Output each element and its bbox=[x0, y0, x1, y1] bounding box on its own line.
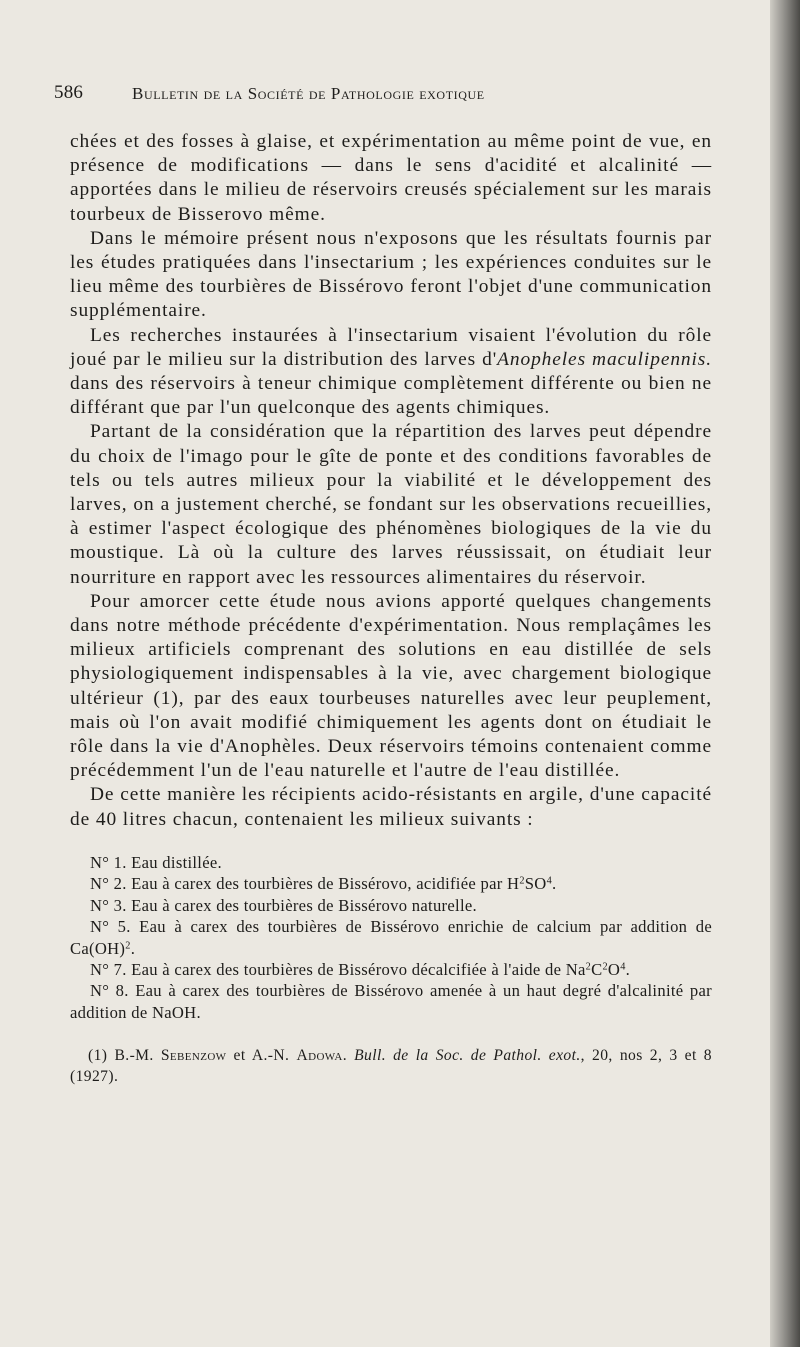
running-title: Bulletin de la Société de Pathologie exotique bbox=[132, 84, 485, 103]
page-number: 586 bbox=[54, 82, 84, 103]
body-text bbox=[70, 130, 712, 832]
paragraph-5: Pour amorcer cette étude nous avions apporté quelques changements dans notre méthode précédente d'expérimentation. Nous remplaçâmes les milieux artificiels comprenant des solutions en eau distillée de sels physiologiquement indispensables à la vie, avec chargement biologique ultérieur (1), par des eaux tourbeuses naturelles avec leur peuplement, mais où l'on avait modifié chimiquement les agents dont on étudiait le rôle dans la vie d'Anophèles. Deux réservoirs témoins contenaient comme précédemment l'un de l'eau naturelle et l'autre de l'eau distillée. bbox=[70, 590, 712, 782]
species-name: Anopheles maculipennis. bbox=[497, 348, 712, 370]
list-item: N° 1. Eau distillée. bbox=[90, 852, 222, 872]
footnote-author: Sebenzow bbox=[160, 1047, 227, 1065]
paragraph-3-start: Les recherches instaurées à l'insectarium visaient l'évolution du rôle joué par le milieu sur la distribution des larves d' bbox=[70, 324, 712, 370]
media-list bbox=[70, 852, 712, 1023]
list-item: N° 3. Eau à carex des tourbières de Bissérovo naturelle. bbox=[90, 895, 477, 915]
book-spine-shadow bbox=[770, 0, 800, 1347]
paragraph-1: chées et des fosses à glaise, et expérimentation au même point de vue, en présence de modifications — dans le sens d'acidité et alcalinité — apportées dans le milieu de réservoirs creusés spécialement sur les marais tourbeux de Bisserovo même. bbox=[70, 131, 712, 225]
footnote: (1) B.-M. Sebenzow et A.-N. Adowa. Bull. de la Soc. de Pathol. exot., 20, nos 2, 3 et 8 (1927). bbox=[70, 1047, 712, 1086]
list-item: N° 7. Eau à carex des tourbières de Bissérovo décalcifiée à l'aide de $Na^2C^2O^4$. bbox=[90, 959, 631, 979]
list-item: N° 5. Eau à carex des tourbières de Bissérovo enrichie de calcium par addition de Ca(OH)$^2$. bbox=[70, 917, 712, 958]
paragraph-6: De cette manière les récipients acido-résistants en argile, d'une capacité de 40 litres chacun, contenaient les milieux suivants : bbox=[70, 784, 712, 830]
paragraph-4: Partant de la considération que la répartition des larves peut dépendre du choix de l'imago pour le gîte de ponte et des conditions favorables de tels ou tels autres milieux pour la viabilité et le développement des larves, on a justement cherché, se fondant sur les observations recueillies, à estimer l'aspect écologique des phénomènes biologiques de la vie du moustique. Là où la culture des larves réussissait, on étudiait leur nourriture en rapport avec les ressources alimentaires du réservoir. bbox=[70, 421, 712, 588]
paragraph-3-end: dans des réservoirs à teneur chimique complètement différente ou bien ne différant que par l'un quelconque des agents chimiques. bbox=[70, 373, 712, 419]
footnote-journal: Bull. de la Soc. de Pathol. exot. bbox=[354, 1047, 581, 1065]
footnote-author: Adowa bbox=[296, 1047, 343, 1065]
paragraph-2: Dans le mémoire présent nous n'exposons que les résultats fournis par les études pratiquées dans l'insectarium ; les expériences conduites sur le lieu même des tourbières de Bissérovo feront l'objet d'une communication supplémentaire. bbox=[70, 227, 712, 322]
page-content bbox=[54, 76, 712, 1087]
paragraph-3 bbox=[70, 324, 712, 421]
list-item: N° 8. Eau à carex des tourbières de Bissérovo amenée à un haut degré d'alcalinité par addition de NaOH. bbox=[70, 981, 712, 1022]
list-item: N° 2. Eau à carex des tourbières de Bissérovo, acidifiée par $H^2SO^4$. bbox=[90, 874, 557, 894]
running-head bbox=[54, 76, 712, 108]
